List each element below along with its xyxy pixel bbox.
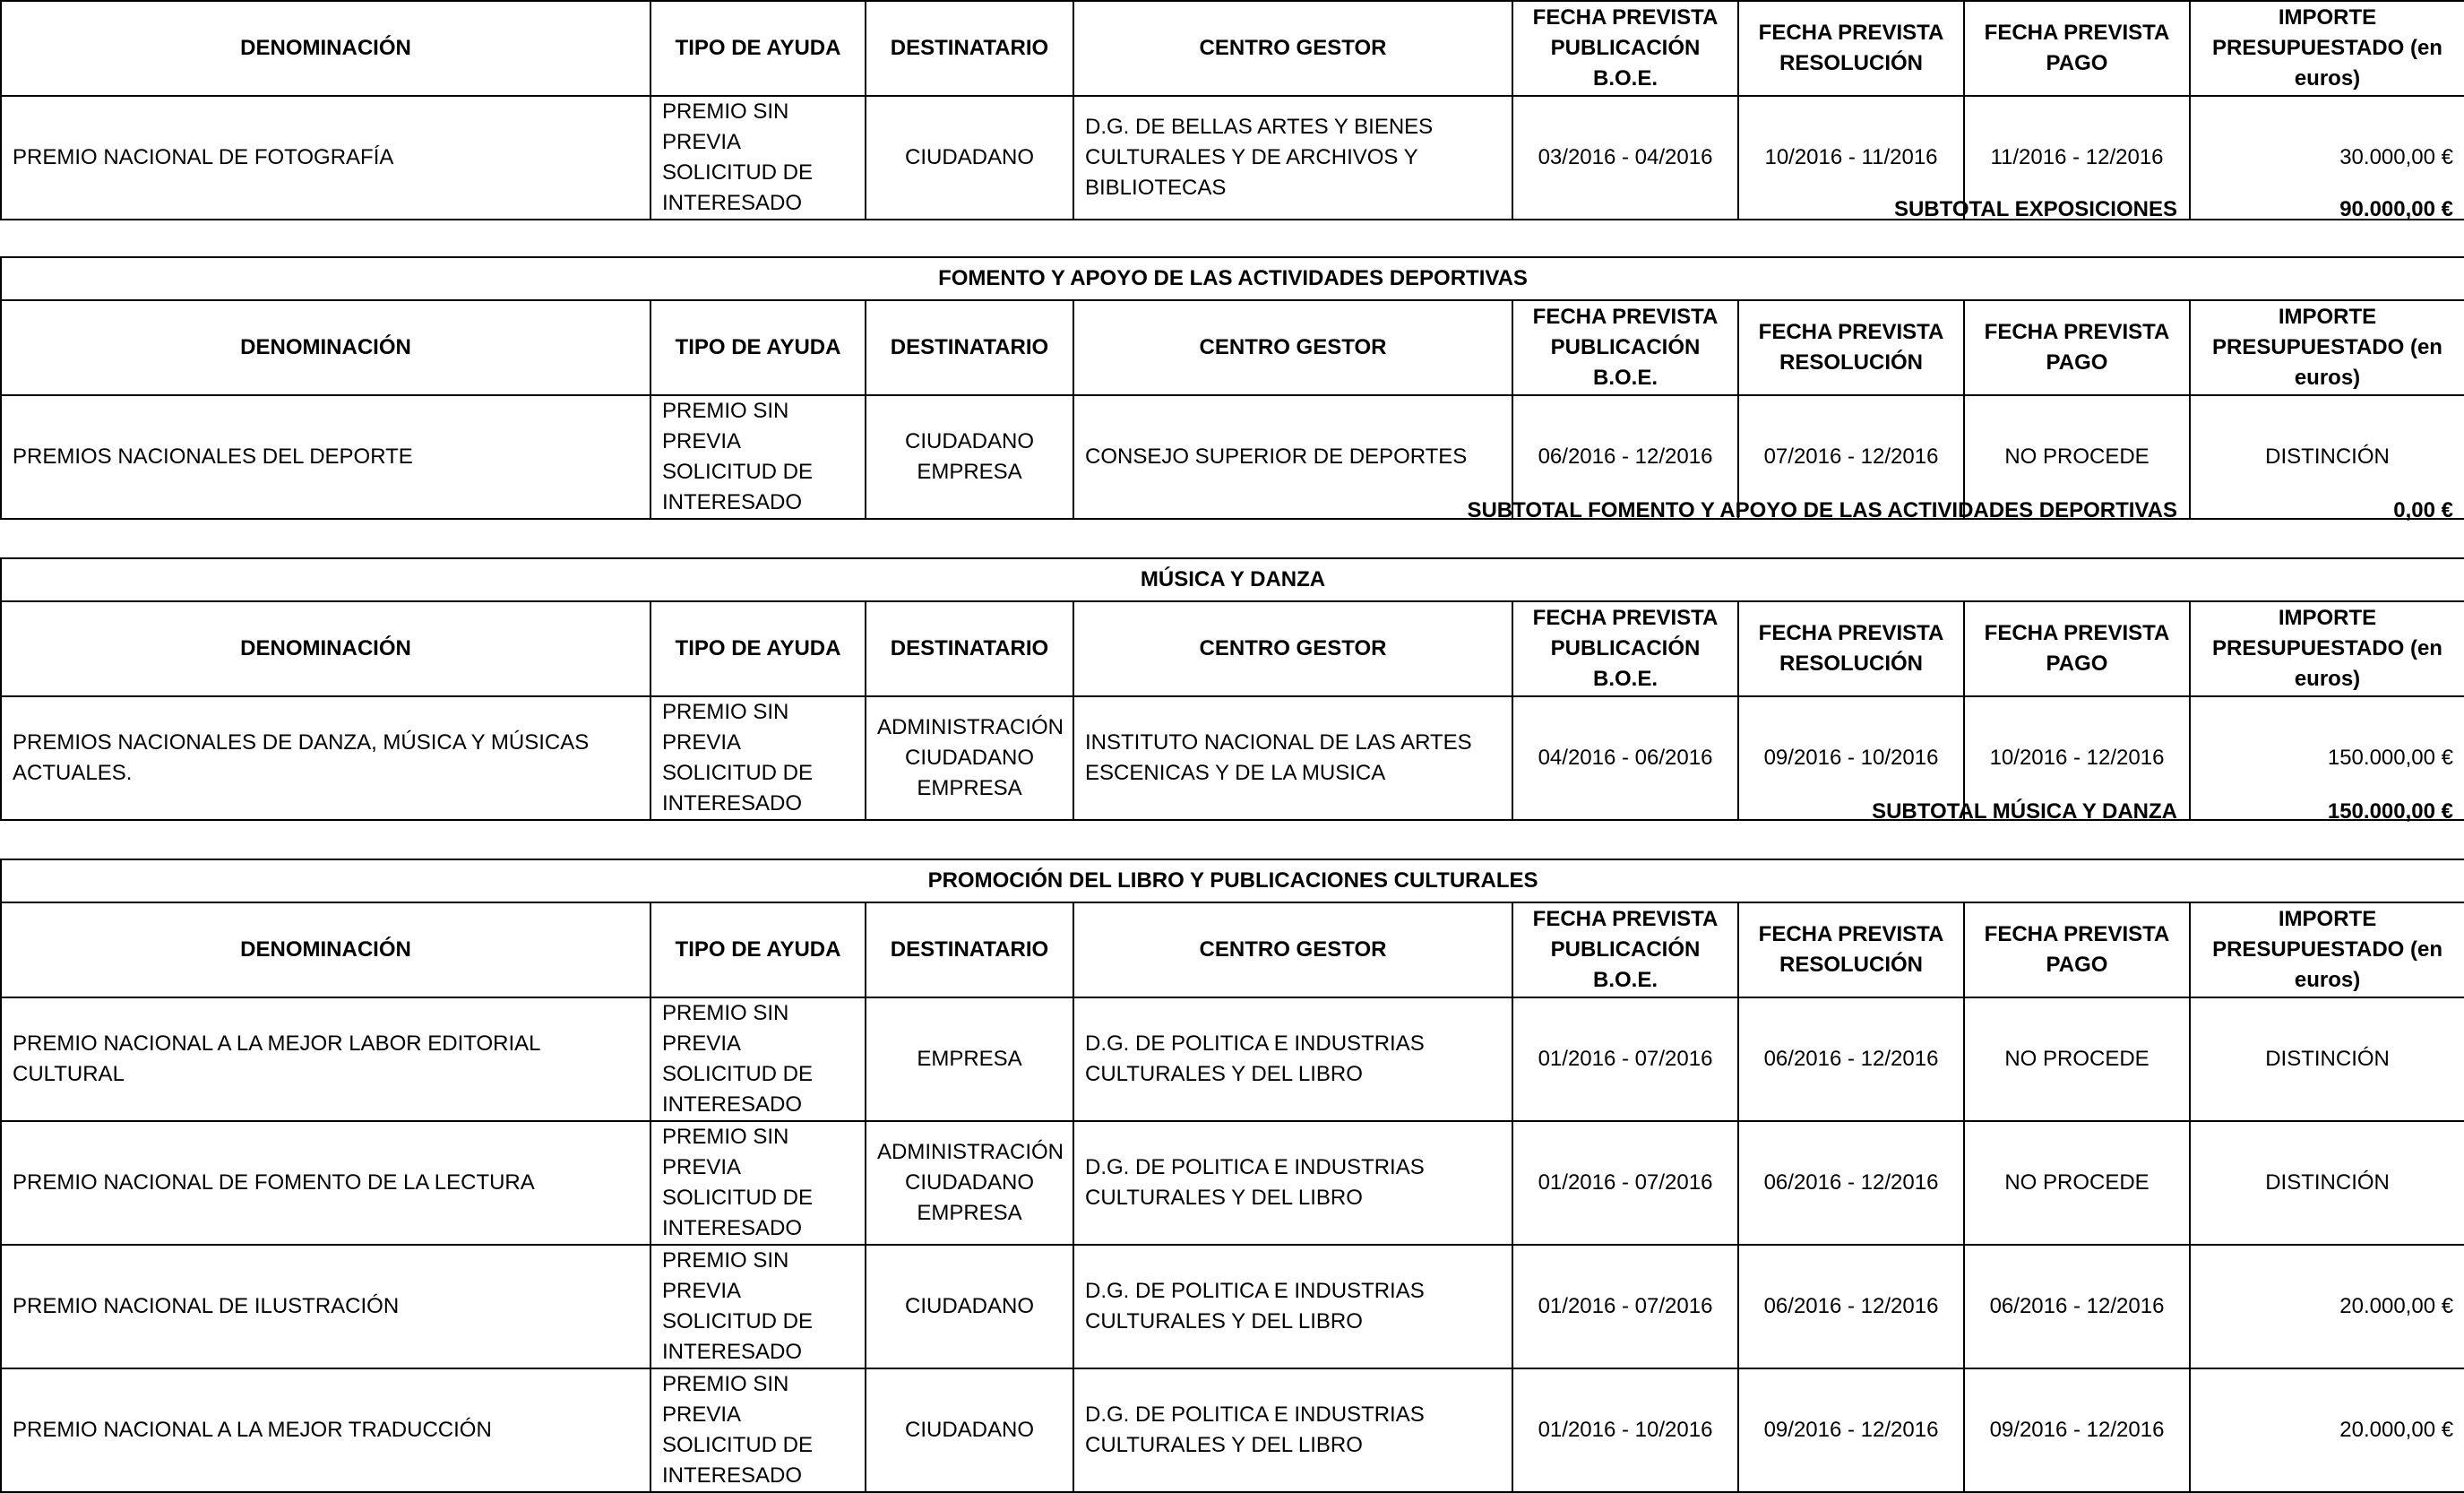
cell-denominacion: PREMIOS NACIONALES DE DANZA, MÚSICA Y MÚSICAS ACTUALES. bbox=[1, 696, 650, 820]
header-destinatario: DESTINATARIO bbox=[866, 300, 1073, 395]
cell-fecha-pago: 09/2016 - 12/2016 bbox=[1964, 1368, 2190, 1492]
table-libro-publicaciones bbox=[0, 859, 2464, 1493]
header-fecha-resolucion: FECHA PREVISTA RESOLUCIÓN bbox=[1738, 601, 1964, 696]
section-title-row bbox=[1, 558, 2464, 601]
header-centro-gestor: CENTRO GESTOR bbox=[1073, 601, 1512, 696]
cell-importe: 20.000,00 € bbox=[2190, 1368, 2464, 1492]
header-row bbox=[1, 300, 2464, 395]
cell-fecha-pago: NO PROCEDE bbox=[1964, 997, 2190, 1121]
table-row bbox=[1, 1368, 2464, 1492]
header-destinatario: DESTINATARIO bbox=[866, 902, 1073, 997]
cell-centro-gestor: D.G. DE POLITICA E INDUSTRIAS CULTURALES Y DEL LIBRO bbox=[1073, 997, 1512, 1121]
header-denominacion: DENOMINACIÓN bbox=[1, 902, 650, 997]
header-centro-gestor: CENTRO GESTOR bbox=[1073, 300, 1512, 395]
cell-fecha-publicacion: 01/2016 - 10/2016 bbox=[1512, 1368, 1738, 1492]
cell-denominacion: PREMIO NACIONAL A LA MEJOR LABOR EDITORIAL CULTURAL bbox=[1, 997, 650, 1121]
cell-importe: 30.000,00 € bbox=[2190, 96, 2464, 220]
header-fecha-resolucion: FECHA PREVISTA RESOLUCIÓN bbox=[1738, 902, 1964, 997]
cell-fecha-pago: 10/2016 - 12/2016 bbox=[1964, 696, 2190, 820]
header-tipo-ayuda: TIPO DE AYUDA bbox=[650, 300, 866, 395]
header-row bbox=[1, 902, 2464, 997]
subtotal-amount: 90.000,00 € bbox=[2339, 197, 2453, 221]
header-denominacion: DENOMINACIÓN bbox=[1, 601, 650, 696]
header-importe: IMPORTE PRESUPUESTADO (en euros) bbox=[2190, 601, 2464, 696]
cell-centro-gestor: D.G. DE POLITICA E INDUSTRIAS CULTURALES Y DEL LIBRO bbox=[1073, 1245, 1512, 1368]
cell-destinatario: CIUDADANO bbox=[866, 96, 1073, 220]
header-centro-gestor: CENTRO GESTOR bbox=[1073, 902, 1512, 997]
cell-fecha-resolucion: 06/2016 - 12/2016 bbox=[1738, 1121, 1964, 1245]
subtotal-amount: 150.000,00 € bbox=[2327, 799, 2453, 824]
cell-denominacion: PREMIO NACIONAL DE FOTOGRAFÍA bbox=[1, 96, 650, 220]
section-title-row bbox=[1, 257, 2464, 300]
table-row bbox=[1, 1121, 2464, 1245]
header-tipo-ayuda: TIPO DE AYUDA bbox=[650, 1, 866, 96]
cell-destinatario: CIUDADANO bbox=[866, 1368, 1073, 1492]
cell-fecha-publicacion: 01/2016 - 07/2016 bbox=[1512, 1245, 1738, 1368]
cell-importe: 150.000,00 € bbox=[2190, 696, 2464, 820]
cell-fecha-resolucion: 09/2016 - 10/2016 bbox=[1738, 696, 1964, 820]
header-tipo-ayuda: TIPO DE AYUDA bbox=[650, 601, 866, 696]
header-fecha-publicacion: FECHA PREVISTA PUBLICACIÓN B.O.E. bbox=[1512, 300, 1738, 395]
cell-destinatario: CIUDADANO bbox=[866, 1245, 1073, 1368]
cell-importe: DISTINCIÓN bbox=[2190, 997, 2464, 1121]
cell-tipo-ayuda: PREMIO SIN PREVIA SOLICITUD DE INTERESADO bbox=[650, 997, 866, 1121]
header-centro-gestor: CENTRO GESTOR bbox=[1073, 1, 1512, 96]
header-destinatario: DESTINATARIO bbox=[866, 1, 1073, 96]
header-row bbox=[1, 1, 2464, 96]
cell-fecha-resolucion: 09/2016 - 12/2016 bbox=[1738, 1368, 1964, 1492]
header-tipo-ayuda: TIPO DE AYUDA bbox=[650, 902, 866, 997]
cell-destinatario: ADMINISTRACIÓN CIUDADANO EMPRESA bbox=[866, 1121, 1073, 1245]
table-row bbox=[1, 1245, 2464, 1368]
header-importe: IMPORTE PRESUPUESTADO (en euros) bbox=[2190, 300, 2464, 395]
section-title: PROMOCIÓN DEL LIBRO Y PUBLICACIONES CULTURALES bbox=[1, 859, 2464, 902]
subtotal-row bbox=[0, 495, 2464, 527]
cell-centro-gestor: D.G. DE POLITICA E INDUSTRIAS CULTURALES Y DEL LIBRO bbox=[1073, 1121, 1512, 1245]
cell-importe: DISTINCIÓN bbox=[2190, 395, 2464, 519]
header-row bbox=[1, 601, 2464, 696]
cell-fecha-resolucion: 10/2016 - 11/2016 bbox=[1738, 96, 1964, 220]
header-fecha-pago: FECHA PREVISTA PAGO bbox=[1964, 1, 2190, 96]
cell-centro-gestor: D.G. DE BELLAS ARTES Y BIENES CULTURALES Y DE ARCHIVOS Y BIBLIOTECAS bbox=[1073, 96, 1512, 220]
header-denominacion: DENOMINACIÓN bbox=[1, 300, 650, 395]
header-denominacion: DENOMINACIÓN bbox=[1, 1, 650, 96]
header-fecha-resolucion: FECHA PREVISTA RESOLUCIÓN bbox=[1738, 1, 1964, 96]
table-musica-danza bbox=[0, 557, 2464, 821]
cell-fecha-pago: 06/2016 - 12/2016 bbox=[1964, 1245, 2190, 1368]
header-fecha-pago: FECHA PREVISTA PAGO bbox=[1964, 300, 2190, 395]
subtotal-row bbox=[0, 194, 2464, 226]
header-fecha-resolucion: FECHA PREVISTA RESOLUCIÓN bbox=[1738, 300, 1964, 395]
cell-fecha-publicacion: 04/2016 - 06/2016 bbox=[1512, 696, 1738, 820]
cell-fecha-resolucion: 07/2016 - 12/2016 bbox=[1738, 395, 1964, 519]
table-deportivas bbox=[0, 256, 2464, 520]
cell-destinatario: EMPRESA bbox=[866, 997, 1073, 1121]
section-title: FOMENTO Y APOYO DE LAS ACTIVIDADES DEPORTIVAS bbox=[1, 257, 2464, 300]
section-title: MÚSICA Y DANZA bbox=[1, 558, 2464, 601]
cell-tipo-ayuda: PREMIO SIN PREVIA SOLICITUD DE INTERESADO bbox=[650, 696, 866, 820]
header-importe: IMPORTE PRESUPUESTADO (en euros) bbox=[2190, 902, 2464, 997]
subtotal-amount: 0,00 € bbox=[2393, 498, 2453, 522]
subtotal-label: SUBTOTAL MÚSICA Y DANZA bbox=[1872, 799, 2177, 824]
cell-denominacion: PREMIO NACIONAL DE FOMENTO DE LA LECTURA bbox=[1, 1121, 650, 1245]
header-fecha-pago: FECHA PREVISTA PAGO bbox=[1964, 902, 2190, 997]
header-importe: IMPORTE PRESUPUESTADO (en euros) bbox=[2190, 1, 2464, 96]
cell-tipo-ayuda: PREMIO SIN PREVIA SOLICITUD DE INTERESADO bbox=[650, 395, 866, 519]
cell-tipo-ayuda: PREMIO SIN PREVIA SOLICITUD DE INTERESADO bbox=[650, 1368, 866, 1492]
cell-importe: 20.000,00 € bbox=[2190, 1245, 2464, 1368]
cell-fecha-resolucion: 06/2016 - 12/2016 bbox=[1738, 1245, 1964, 1368]
subtotal-label: SUBTOTAL FOMENTO Y APOYO DE LAS ACTIVIDADES DEPORTIVAS bbox=[1467, 498, 2177, 522]
header-fecha-publicacion: FECHA PREVISTA PUBLICACIÓN B.O.E. bbox=[1512, 601, 1738, 696]
header-fecha-publicacion: FECHA PREVISTA PUBLICACIÓN B.O.E. bbox=[1512, 902, 1738, 997]
cell-importe: DISTINCIÓN bbox=[2190, 1121, 2464, 1245]
cell-fecha-publicacion: 03/2016 - 04/2016 bbox=[1512, 96, 1738, 220]
cell-fecha-resolucion: 06/2016 - 12/2016 bbox=[1738, 997, 1964, 1121]
header-fecha-publicacion: FECHA PREVISTA PUBLICACIÓN B.O.E. bbox=[1512, 1, 1738, 96]
cell-denominacion: PREMIOS NACIONALES DEL DEPORTE bbox=[1, 395, 650, 519]
table-row bbox=[1, 997, 2464, 1121]
cell-fecha-pago: 11/2016 - 12/2016 bbox=[1964, 96, 2190, 220]
cell-fecha-pago: NO PROCEDE bbox=[1964, 1121, 2190, 1245]
cell-fecha-pago: NO PROCEDE bbox=[1964, 395, 2190, 519]
subtotal-row bbox=[0, 796, 2464, 828]
cell-denominacion: PREMIO NACIONAL DE ILUSTRACIÓN bbox=[1, 1245, 650, 1368]
cell-centro-gestor: D.G. DE POLITICA E INDUSTRIAS CULTURALES Y DEL LIBRO bbox=[1073, 1368, 1512, 1492]
cell-tipo-ayuda: PREMIO SIN PREVIA SOLICITUD DE INTERESADO bbox=[650, 1121, 866, 1245]
cell-destinatario: CIUDADANO EMPRESA bbox=[866, 395, 1073, 519]
cell-denominacion: PREMIO NACIONAL A LA MEJOR TRADUCCIÓN bbox=[1, 1368, 650, 1492]
header-fecha-pago: FECHA PREVISTA PAGO bbox=[1964, 601, 2190, 696]
cell-fecha-publicacion: 01/2016 - 07/2016 bbox=[1512, 997, 1738, 1121]
subtotal-label: SUBTOTAL EXPOSICIONES bbox=[1893, 197, 2177, 221]
cell-centro-gestor: CONSEJO SUPERIOR DE DEPORTES bbox=[1073, 395, 1512, 519]
cell-destinatario: ADMINISTRACIÓN CIUDADANO EMPRESA bbox=[866, 696, 1073, 820]
cell-tipo-ayuda: PREMIO SIN PREVIA SOLICITUD DE INTERESADO bbox=[650, 1245, 866, 1368]
section-title-row bbox=[1, 859, 2464, 902]
header-destinatario: DESTINATARIO bbox=[866, 601, 1073, 696]
cell-tipo-ayuda: PREMIO SIN PREVIA SOLICITUD DE INTERESADO bbox=[650, 96, 866, 220]
cell-centro-gestor: INSTITUTO NACIONAL DE LAS ARTES ESCENICAS Y DE LA MUSICA bbox=[1073, 696, 1512, 820]
table-exposiciones bbox=[0, 0, 2464, 220]
cell-fecha-publicacion: 06/2016 - 12/2016 bbox=[1512, 395, 1738, 519]
cell-fecha-publicacion: 01/2016 - 07/2016 bbox=[1512, 1121, 1738, 1245]
